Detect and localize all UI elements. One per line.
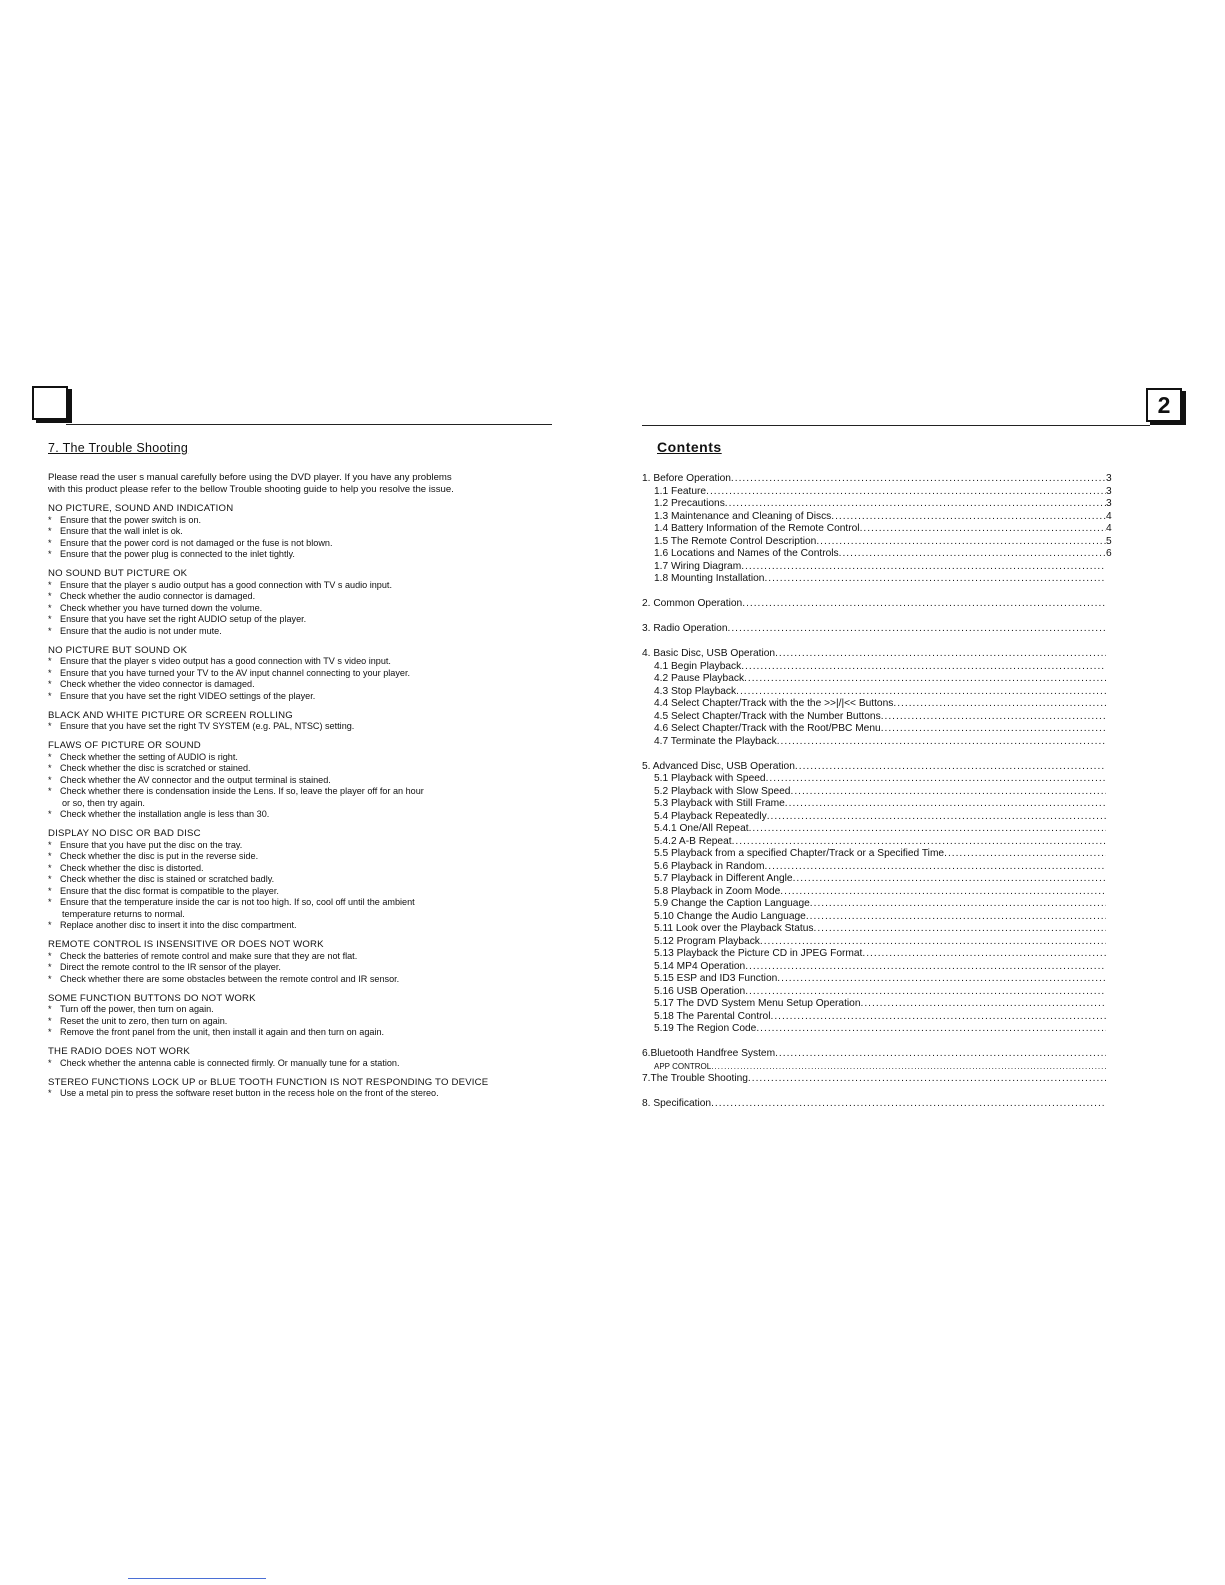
- item-text: Ensure that you have set the right AUDIO setup of the player.: [60, 614, 307, 624]
- bullet-marker: *: [48, 721, 52, 731]
- toc-label: 4.4 Select Chapter/Track with the the >>|/|<< Buttons: [654, 698, 894, 709]
- trouble-shooting-page: [48, 441, 548, 1107]
- toc-leader-dots: [767, 811, 1106, 824]
- toc-entry[interactable]: [642, 723, 1112, 736]
- toc-entry[interactable]: [642, 1098, 1112, 1111]
- bullet-marker: *: [48, 625, 52, 636]
- item-text: Check whether you have turned down the volume.: [60, 602, 263, 613]
- trouble-item: [48, 591, 548, 603]
- toc-entry[interactable]: [642, 661, 1112, 674]
- toc-label: 5.18 The Parental Control: [654, 1010, 771, 1022]
- toc-leader-dots: [860, 523, 1106, 536]
- toc-entry[interactable]: [642, 498, 1112, 511]
- trouble-item: [48, 668, 548, 680]
- toc-label: 1.7 Wiring Diagram: [654, 560, 742, 572]
- trouble-group: [48, 939, 548, 985]
- toc-leader-dots: [725, 498, 1106, 511]
- toc-label: 4.6 Select Chapter/Track with the Root/PBC Menu: [654, 723, 881, 734]
- toc-label: 1.6 Locations and Names of the Controls: [654, 548, 839, 559]
- toc-leader-dots: [736, 686, 1106, 699]
- trouble-item: [48, 526, 548, 538]
- bullet-marker: *: [48, 1015, 52, 1026]
- trouble-item: [48, 752, 548, 764]
- trouble-item: [48, 1016, 548, 1028]
- toc-label: 1.8 Mounting Installation: [654, 573, 765, 584]
- toc-entry[interactable]: [642, 811, 1112, 824]
- bullet-marker: *: [48, 591, 52, 601]
- toc-label: 4.2 Pause Playback: [654, 673, 745, 684]
- toc-label: 4.7 Terminate the Playback: [654, 735, 777, 747]
- trouble-group: [48, 568, 548, 637]
- toc-leader-dots: [745, 961, 1106, 974]
- toc-leader-dots: [795, 761, 1106, 774]
- bullet-marker: *: [48, 1088, 52, 1098]
- toc-entry[interactable]: [642, 1048, 1112, 1061]
- toc-label: 1.1 Feature: [654, 485, 707, 497]
- page-number-box-left: [32, 386, 68, 420]
- intro-line: Please read the user s manual carefully before using the DVD player. If you have any problems: [48, 472, 452, 483]
- bullet-marker: *: [48, 786, 52, 796]
- item-text: Ensure that the power cord is not damaged or the fuse is not blown.: [60, 537, 333, 548]
- item-text: Ensure that you have set the right VIDEO settings of the player.: [60, 690, 316, 701]
- toc-entry[interactable]: [642, 861, 1112, 874]
- toc-leader-dots: [777, 973, 1106, 986]
- toc-entry[interactable]: [642, 786, 1112, 799]
- trouble-item: [48, 851, 548, 863]
- toc-label: 5.13 Playback the Picture CD in JPEG Format: [654, 948, 863, 959]
- toc-label: 5.14 MP4 Operation: [654, 960, 746, 972]
- toc-label: 5.4.1 One/All Repeat: [654, 823, 749, 834]
- toc-label: 5.3 Playback with Still Frame: [654, 798, 785, 809]
- toc-leader-dots: [777, 736, 1106, 749]
- toc-label: 5.4.2 A-B Repeat: [654, 835, 732, 847]
- trouble-groups: [48, 503, 548, 1100]
- toc-label: 5.1 Playback with Speed: [654, 773, 766, 784]
- bullet-marker: *: [48, 1004, 52, 1014]
- toc-entry[interactable]: [642, 473, 1112, 486]
- page-number-box-right: 2: [1146, 388, 1182, 422]
- trouble-item: [48, 840, 548, 852]
- item-text: Check whether the antenna cable is connected firmly. Or manually tune for a station.: [60, 1057, 400, 1068]
- trouble-item: [48, 1058, 548, 1070]
- toc-label: 5.8 Playback in Zoom Mode: [654, 885, 781, 897]
- item-text: Reset the unit to zero, then turn on again.: [60, 1015, 228, 1026]
- toc-entry[interactable]: [642, 973, 1112, 986]
- toc-entry[interactable]: [642, 1061, 1112, 1074]
- toc-label: 4.5 Select Chapter/Track with the Number Buttons: [654, 710, 881, 722]
- toc-entry[interactable]: [642, 573, 1112, 586]
- toc-leader-dots: [744, 673, 1106, 686]
- trouble-item: [48, 951, 548, 963]
- toc-label: 5.15 ESP and ID3 Function: [654, 973, 778, 984]
- trouble-item: [48, 1004, 548, 1016]
- toc-label: 1. Before Operation: [642, 473, 731, 484]
- toc-label: 8. Specification: [642, 1098, 712, 1109]
- toc-page-number: 5: [1106, 535, 1112, 547]
- link-underline: [128, 1578, 266, 1579]
- toc-leader-dots: [814, 923, 1106, 936]
- trouble-group: [48, 740, 548, 821]
- toc-label: APP CONTROL: [654, 1061, 712, 1071]
- contents-page: [642, 439, 1112, 1111]
- bullet-marker: *: [48, 537, 52, 548]
- toc-label: 6.Bluetooth Handfree System: [642, 1048, 776, 1059]
- group-heading: NO SOUND BUT PICTURE OK: [48, 568, 188, 579]
- toc-leader-dots: [764, 861, 1106, 874]
- toc-entry[interactable]: [642, 598, 1112, 611]
- item-text: Ensure that the power switch is on.: [60, 514, 202, 525]
- item-text: Ensure that the player s audio output has a good connection with TV s audio input.: [60, 579, 392, 590]
- toc-entry[interactable]: [642, 511, 1112, 524]
- item-text: Check whether there are some obstacles between the remote control and IR sensor.: [60, 973, 400, 984]
- toc-spacer: [642, 1036, 1112, 1049]
- toc-spacer: [642, 586, 1112, 599]
- trouble-group: [48, 645, 548, 703]
- toc-entry[interactable]: [642, 623, 1112, 636]
- toc-leader-dots: [741, 561, 1106, 574]
- trouble-item: [48, 897, 548, 909]
- bullet-marker: *: [48, 751, 52, 762]
- toc-label: 5.11 Look over the Playback Status: [654, 923, 814, 934]
- toc-label: 2. Common Operation: [642, 598, 743, 609]
- toc-leader-dots: [749, 823, 1106, 836]
- item-text: Check whether there is condensation inside the Lens. If so, leave the player off for an hour: [60, 786, 424, 796]
- bullet-marker: *: [48, 526, 52, 536]
- trouble-item: [48, 603, 548, 615]
- toc-leader-dots: [861, 998, 1106, 1011]
- item-text: Check whether the installation angle is less than 30.: [60, 809, 270, 819]
- toc-entry[interactable]: [642, 686, 1112, 699]
- bullet-marker: *: [48, 549, 52, 559]
- intro-line: with this product please refer to the bellow Trouble shooting guide to help you resolve the issue.: [48, 483, 454, 495]
- toc-label: 4.3 Stop Playback: [654, 685, 737, 697]
- toc-leader-dots: [806, 911, 1106, 924]
- trouble-item: [48, 786, 548, 798]
- bullet-marker: *: [48, 614, 52, 624]
- toc-leader-dots: [706, 486, 1106, 499]
- bullet-marker: *: [48, 851, 52, 861]
- intro-paragraph: [48, 472, 548, 495]
- toc-leader-dots: [770, 1011, 1106, 1024]
- trouble-item: [48, 538, 548, 550]
- trouble-item: [48, 549, 548, 561]
- bullet-marker: *: [48, 667, 52, 678]
- toc-entry[interactable]: [642, 911, 1112, 924]
- toc-page-number: 6: [1106, 548, 1112, 559]
- trouble-group: [48, 503, 548, 561]
- toc-leader-dots: [728, 623, 1106, 636]
- toc-leader-dots: [766, 773, 1106, 786]
- trouble-item: [48, 809, 548, 821]
- section-title: 7. The Trouble Shooting: [48, 441, 189, 455]
- item-text: Ensure that the audio is not under mute.: [60, 625, 222, 636]
- trouble-item: [48, 515, 548, 527]
- bullet-marker: *: [48, 920, 52, 930]
- toc-leader-dots: [775, 1048, 1106, 1061]
- bullet-marker: *: [48, 1027, 52, 1037]
- toc-entry[interactable]: [642, 798, 1112, 811]
- toc-leader-dots: [731, 473, 1106, 486]
- bullet-marker: *: [48, 897, 52, 907]
- toc-entry[interactable]: [642, 886, 1112, 899]
- bullet-marker: *: [48, 874, 52, 884]
- toc-label: 1.2 Precautions: [654, 498, 725, 509]
- toc-label: 7.The Trouble Shooting: [642, 1073, 748, 1084]
- toc-entry[interactable]: [642, 523, 1112, 536]
- item-text: Check whether the disc is distorted.: [60, 862, 204, 873]
- toc-label: 5.16 USB Operation: [654, 985, 746, 997]
- toc-spacer: [642, 748, 1112, 761]
- toc-entry[interactable]: [642, 1011, 1112, 1024]
- bullet-marker: *: [48, 862, 52, 873]
- toc-label: 5.12 Program Playback: [654, 935, 760, 947]
- bullet-marker: *: [48, 973, 52, 984]
- item-text: Check whether the audio connector is damaged.: [60, 591, 256, 601]
- item-text: Ensure that you have put the disc on the tray.: [60, 839, 243, 850]
- group-heading: BLACK AND WHITE PICTURE OR SCREEN ROLLING: [48, 709, 293, 721]
- contents-title: Contents: [657, 439, 722, 455]
- item-text: Check whether the disc is put in the reverse side.: [60, 851, 259, 861]
- toc-leader-dots: [881, 723, 1106, 736]
- toc-leader-dots: [881, 711, 1106, 724]
- trouble-item: [48, 863, 548, 875]
- toc-label: 5.6 Playback in Random: [654, 860, 765, 872]
- bullet-marker: *: [48, 839, 52, 850]
- group-heading: REMOTE CONTROL IS INSENSITIVE OR DOES NOT WORK: [48, 939, 324, 950]
- item-text: Turn off the power, then turn on again.: [60, 1004, 214, 1014]
- trouble-item: [48, 920, 548, 932]
- item-text: Ensure that you have turned your TV to the AV input channel connecting to your player.: [60, 667, 410, 678]
- toc-entry[interactable]: [642, 486, 1112, 499]
- toc-entry[interactable]: [642, 936, 1112, 949]
- header-rule-right: [642, 425, 1150, 426]
- item-text: Ensure that you have set the right TV SYSTEM (e.g. PAL, NTSC) setting.: [60, 721, 355, 731]
- bullet-marker: *: [48, 809, 52, 819]
- group-heading: NO PICTURE BUT SOUND OK: [48, 644, 188, 656]
- toc-label: 4.1 Begin Playback: [654, 660, 742, 672]
- toc-label: 5.4 Playback Repeatedly: [654, 810, 767, 822]
- trouble-item: [48, 909, 548, 921]
- trouble-group: [48, 710, 548, 733]
- toc-entry[interactable]: [642, 923, 1112, 936]
- bullet-marker: *: [48, 962, 52, 972]
- toc-entry[interactable]: [642, 773, 1112, 786]
- toc-entry[interactable]: [642, 673, 1112, 686]
- header-rule-left: [66, 424, 552, 425]
- item-text: Check whether the disc is scratched or stained.: [60, 763, 251, 773]
- bullet-marker: *: [48, 514, 52, 525]
- toc-leader-dots: [745, 986, 1106, 999]
- trouble-item: [48, 974, 548, 986]
- toc-leader-dots: [839, 548, 1106, 561]
- toc-entry[interactable]: [642, 761, 1112, 774]
- table-of-contents: [642, 473, 1112, 1111]
- trouble-item: [48, 614, 548, 626]
- toc-label: 5.10 Change the Audio Language: [654, 910, 806, 922]
- toc-entry[interactable]: [642, 548, 1112, 561]
- toc-entry[interactable]: [642, 698, 1112, 711]
- group-heading: SOME FUNCTION BUTTONS DO NOT WORK: [48, 992, 256, 1004]
- toc-entry[interactable]: [642, 898, 1112, 911]
- trouble-item: [48, 798, 548, 810]
- trouble-group: [48, 828, 548, 932]
- toc-spacer: [642, 636, 1112, 649]
- toc-leader-dots: [741, 661, 1106, 674]
- toc-spacer: [642, 1086, 1112, 1099]
- toc-entry[interactable]: [642, 1073, 1112, 1086]
- toc-label: 1.5 The Remote Control Description: [654, 535, 817, 547]
- toc-entry[interactable]: [642, 711, 1112, 724]
- toc-label: 5.2 Playback with Slow Speed: [654, 785, 791, 797]
- toc-entry[interactable]: [642, 561, 1112, 574]
- toc-leader-dots: [711, 1098, 1106, 1111]
- toc-entry[interactable]: [642, 873, 1112, 886]
- group-heading: DISPLAY NO DISC OR BAD DISC: [48, 828, 201, 839]
- toc-label: 5.19 The Region Code: [654, 1023, 757, 1034]
- toc-entry[interactable]: [642, 1023, 1112, 1036]
- toc-leader-dots: [764, 573, 1106, 586]
- item-text: temperature returns to normal.: [62, 908, 185, 919]
- toc-leader-dots: [775, 648, 1106, 661]
- toc-entry[interactable]: [642, 736, 1112, 749]
- item-text: Ensure that the disc format is compatible to the player.: [60, 885, 279, 896]
- toc-leader-dots: [793, 873, 1106, 886]
- trouble-item: [48, 886, 548, 898]
- item-text: Remove the front panel from the unit, then install it again and then turn on again.: [60, 1027, 385, 1037]
- item-text: Ensure that the power plug is connected to the inlet tightly.: [60, 549, 295, 559]
- toc-page-number: 3: [1106, 498, 1112, 509]
- trouble-item: [48, 1027, 548, 1039]
- trouble-item: [48, 874, 548, 886]
- toc-entry[interactable]: [642, 961, 1112, 974]
- toc-label: 5.17 The DVD System Menu Setup Operation: [654, 998, 861, 1009]
- toc-leader-dots: [944, 848, 1106, 861]
- toc-label: 3. Radio Operation: [642, 623, 728, 634]
- toc-leader-dots: [816, 536, 1106, 549]
- toc-spacer: [642, 611, 1112, 624]
- bullet-marker: *: [48, 1057, 52, 1068]
- toc-leader-dots: [742, 598, 1106, 611]
- toc-entry[interactable]: [642, 998, 1112, 1011]
- trouble-item: [48, 626, 548, 638]
- toc-leader-dots: [732, 836, 1106, 849]
- toc-page-number: 4: [1106, 510, 1112, 522]
- item-text: Check whether the video connector is damaged.: [60, 679, 255, 689]
- toc-leader-dots: [780, 886, 1106, 899]
- group-heading: NO PICTURE, SOUND AND INDICATION: [48, 503, 234, 514]
- toc-leader-dots: [893, 698, 1106, 711]
- toc-page-number: 4: [1106, 523, 1112, 534]
- trouble-item: [48, 679, 548, 691]
- bullet-marker: *: [48, 950, 52, 961]
- bullet-marker: *: [48, 763, 52, 773]
- item-text: Check whether the AV connector and the output terminal is stained.: [60, 774, 331, 785]
- toc-label: 1.4 Battery Information of the Remote Control: [654, 523, 860, 534]
- item-text: Direct the remote control to the IR sensor of the player.: [60, 962, 281, 972]
- trouble-item: [48, 1088, 548, 1100]
- toc-leader-dots: [760, 936, 1106, 949]
- item-text: Check the batteries of remote control and make sure that they are not flat.: [60, 950, 358, 961]
- bullet-marker: *: [48, 579, 52, 590]
- toc-leader-dots: [862, 948, 1106, 961]
- bullet-marker: *: [48, 690, 52, 701]
- toc-leader-dots: [711, 1061, 1106, 1074]
- toc-entry[interactable]: [642, 986, 1112, 999]
- group-heading: STEREO FUNCTIONS LOCK UP or BLUE TOOTH FUNCTION IS NOT RESPONDING TO DEVICE: [48, 1076, 489, 1088]
- toc-label: 5.9 Change the Caption Language: [654, 898, 810, 909]
- trouble-group: [48, 993, 548, 1039]
- toc-page-number: 3: [1106, 473, 1112, 484]
- item-text: Ensure that the player s video output has a good connection with TV s video input.: [60, 656, 391, 666]
- toc-leader-dots: [790, 786, 1106, 799]
- toc-entry[interactable]: [642, 948, 1112, 961]
- trouble-item: [48, 580, 548, 592]
- item-text: Check whether the disc is stained or scratched badly.: [60, 874, 275, 884]
- toc-page-number: 3: [1106, 485, 1112, 497]
- trouble-item: [48, 775, 548, 787]
- item-text: Check whether the setting of AUDIO is right.: [60, 751, 238, 762]
- item-text: Ensure that the wall inlet is ok.: [60, 526, 183, 536]
- bullet-marker: *: [48, 656, 52, 666]
- item-text: Use a metal pin to press the software reset button in the recess hole on the front of the stereo.: [60, 1088, 439, 1098]
- trouble-item: [48, 962, 548, 974]
- trouble-group: [48, 1046, 548, 1069]
- item-text: Ensure that the temperature inside the car is not too high. If so, cool off until the ambient: [60, 897, 415, 907]
- toc-leader-dots: [756, 1023, 1106, 1036]
- toc-entry[interactable]: [642, 536, 1112, 549]
- toc-label: 5.7 Playback in Different Angle: [654, 873, 793, 884]
- toc-label: 1.3 Maintenance and Cleaning of Discs: [654, 510, 832, 522]
- toc-label: 4. Basic Disc, USB Operation: [642, 648, 776, 659]
- item-text: Replace another disc to insert it into the disc compartment.: [60, 920, 297, 930]
- toc-entry[interactable]: [642, 648, 1112, 661]
- toc-entry[interactable]: [642, 848, 1112, 861]
- toc-label: 5. Advanced Disc, USB Operation: [642, 760, 795, 772]
- bullet-marker: *: [48, 774, 52, 785]
- group-heading: THE RADIO DOES NOT WORK: [48, 1046, 190, 1057]
- toc-label: 5.5 Playback from a specified Chapter/Track or a Specified Time: [654, 848, 945, 859]
- toc-leader-dots: [810, 898, 1106, 911]
- toc-leader-dots: [831, 511, 1106, 524]
- bullet-marker: *: [48, 679, 52, 689]
- bullet-marker: *: [48, 885, 52, 896]
- trouble-group: [48, 1077, 548, 1100]
- group-heading: FLAWS OF PICTURE OR SOUND: [48, 740, 201, 751]
- toc-leader-dots: [748, 1073, 1106, 1086]
- trouble-item: [48, 721, 548, 733]
- item-text: or so, then try again.: [62, 797, 145, 808]
- toc-entry[interactable]: [642, 836, 1112, 849]
- toc-leader-dots: [785, 798, 1106, 811]
- toc-entry[interactable]: [642, 823, 1112, 836]
- trouble-item: [48, 656, 548, 668]
- bullet-marker: *: [48, 602, 52, 613]
- trouble-item: [48, 691, 548, 703]
- trouble-item: [48, 763, 548, 775]
